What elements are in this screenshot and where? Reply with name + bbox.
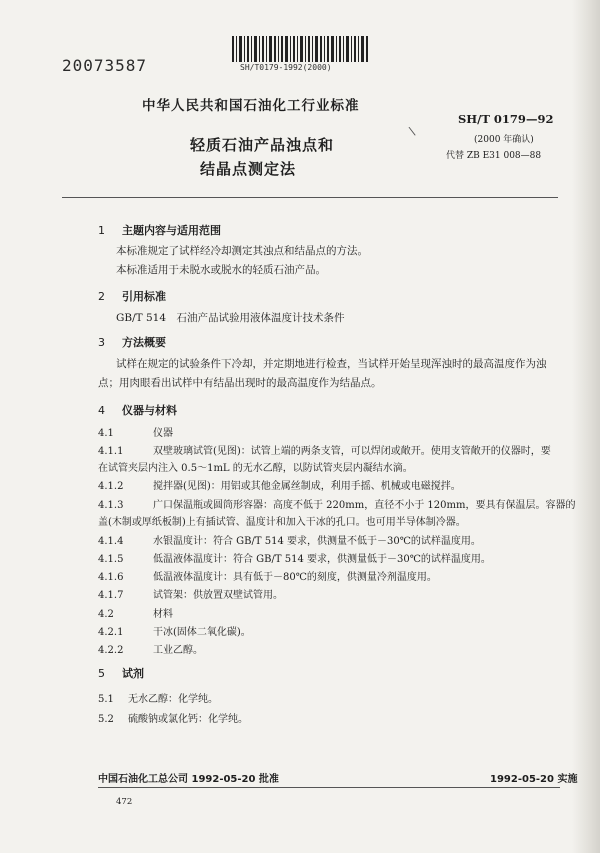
section-1-heading: 1 主题内容与适用范围 — [98, 224, 221, 237]
item-4-2-1: 4.2.1 干冰(固体二氧化碳)。 — [98, 627, 251, 638]
section-2-para-1: GB/T 514 石油产品试验用液体温度计技术条件 — [116, 312, 345, 324]
page-number: 472 — [116, 797, 133, 807]
item-4-1-7: 4.1.7 试管架：供放置双壁试管用。 — [98, 590, 283, 601]
page-edge-shadow — [572, 0, 600, 853]
item-4-1: 4.1 仪器 — [98, 428, 173, 439]
item-4-1-1: 4.1.1 双壁玻璃试管(见图)：试管上端的两条支管，可以焊闭或敞开。使用支管敞开的仪器时，要 — [98, 446, 551, 457]
replaces-standard: 代替 ZB E31 008—88 — [446, 151, 542, 161]
confirm-year: (2000 年确认) — [474, 135, 534, 145]
pen-mark: \ — [407, 123, 417, 139]
implementation-date: 1992-05-20 实施 — [490, 774, 578, 785]
org-standard-heading: 中华人民共和国石油化工行业标准 — [142, 98, 360, 114]
approval-line: 中国石油化工总公司 1992-05-20 批准 — [98, 774, 279, 785]
section-3-para-1: 试样在规定的试验条件下冷却，并定期地进行检查，当试样开始呈现浑浊时的最高温度作为浊 — [116, 358, 547, 370]
section-4-heading: 4 仪器与材料 — [98, 404, 177, 417]
item-4-1-2: 4.1.2 搅拌器(见图)：用铝或其他金属丝制成，利用手摇、机械或电磁搅拌。 — [98, 481, 461, 492]
section-5-heading: 5 试剂 — [98, 667, 144, 680]
section-1-para-1: 本标准规定了试样经冷却测定其浊点和结晶点的方法。 — [116, 245, 368, 257]
item-5-1: 5.1 无水乙醇：化学纯。 — [98, 694, 218, 705]
barcode — [232, 36, 368, 62]
footer-rule — [98, 787, 560, 788]
item-4-1-3-cont: 盖(木制或厚纸板制)上有插试管、温度计和加入干冰的孔口。也可用半导体制冷器。 — [98, 517, 466, 528]
document-title-line1: 轻质石油产品浊点和 — [190, 136, 335, 154]
item-5-2: 5.2 硫酸钠或氯化钙：化学纯。 — [98, 714, 248, 725]
standard-number: SH/T 0179—92 — [458, 112, 554, 126]
item-4-1-3: 4.1.3 广口保温瓶或圆筒形容器：高度不低于 220mm，直径不小于 120mm，要具有保温层。容器的 — [98, 500, 576, 511]
section-1-para-2: 本标准适用于未脱水或脱水的轻质石油产品。 — [116, 264, 326, 276]
item-4-1-1-cont: 在试管夹层内注入 0.5～1mL 的无水乙醇，以防试管夹层内凝结水滴。 — [98, 463, 413, 474]
section-3-heading: 3 方法概要 — [98, 336, 166, 349]
header-rule — [62, 197, 558, 198]
item-4-2-2: 4.2.2 工业乙醇。 — [98, 645, 203, 656]
item-4-2: 4.2 材料 — [98, 609, 173, 620]
item-4-1-5: 4.1.5 低温液体温度计：符合 GB/T 514 要求，供测量低于－30℃的试样温度用。 — [98, 554, 491, 565]
section-2-heading: 2 引用标准 — [98, 290, 166, 303]
item-4-1-4: 4.1.4 水银温度计：符合 GB/T 514 要求，供测量不低于－30℃的试样温度用。 — [98, 536, 481, 547]
document-title-line2: 结晶点测定法 — [200, 160, 297, 178]
barcode-text: SH/T0179-1992(2000) — [240, 63, 332, 72]
section-3-para-2: 点；用肉眼看出试样中有结晶出现时的最高温度作为结晶点。 — [98, 377, 382, 389]
item-4-1-6: 4.1.6 低温液体温度计：具有低于－80℃的刻度，供测量冷剂温度用。 — [98, 572, 437, 583]
serial-number: 20073587 — [62, 56, 148, 75]
